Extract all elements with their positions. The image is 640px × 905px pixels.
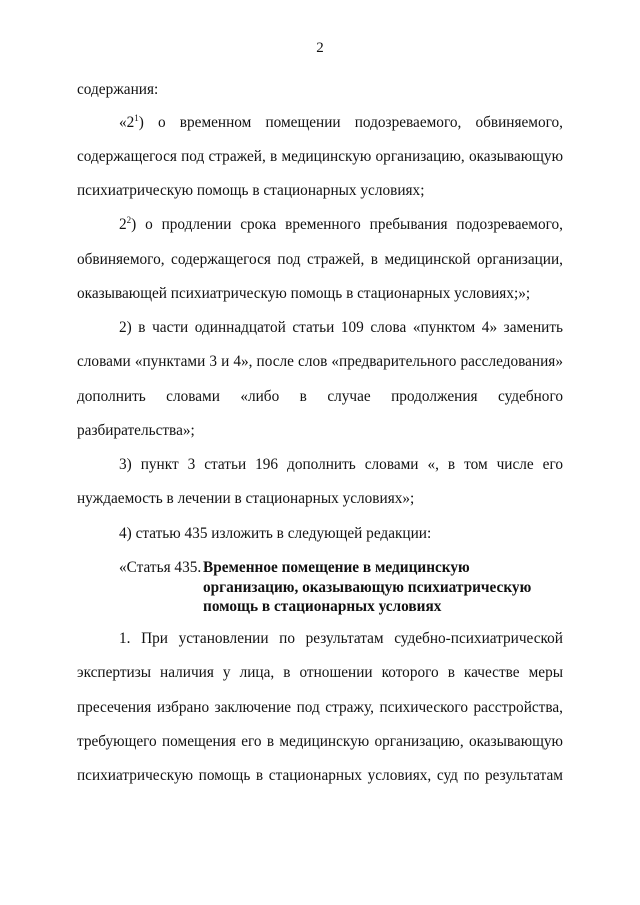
text-line: нуждаемость в лечении в стационарных условиях»; <box>77 490 415 507</box>
page-number: 2 <box>316 40 324 56</box>
text-line: обвиняемого, содержащегося под стражей, в медицинской организации, <box>77 251 563 268</box>
paragraph-line: пресечения избрано заключение под стражу, психического расстройства, <box>77 699 563 716</box>
article-title-line: Временное помещение в медицинскую <box>203 559 470 576</box>
list-item-2-2 <box>119 215 563 235</box>
paragraph-line: психиатрическую помощь в стационарных условиях, суд по результатам <box>77 767 563 784</box>
text-line: содержания: <box>77 81 159 98</box>
list-item-3: 3) пункт 3 статьи 196 дополнить словами «, в том числе его <box>119 456 563 473</box>
article-number: «Статья 435. <box>119 559 202 576</box>
text-fragment: ) о временном помещении подозреваемого, обвиняемого, <box>138 114 563 131</box>
text-line: оказывающей психиатрическую помощь в стационарных условиях;»; <box>77 285 531 302</box>
list-item-2-1 <box>119 113 563 133</box>
text-line: содержащегося под стражей, в медицинскую организацию, оказывающую <box>77 148 563 165</box>
paragraph-line: экспертизы наличия у лица, в отношении которого в качестве меры <box>77 664 563 681</box>
text-line: дополнить словами «либо в случае продолжения судебного <box>77 388 563 405</box>
paragraph-line: требующего помещения его в медицинскую организацию, оказывающую <box>77 733 563 750</box>
paragraph-line: 1. При установлении по результатам судебно-психиатрической <box>119 630 563 647</box>
superscript: 1 <box>134 113 139 123</box>
list-item-2: 2) в части одиннадцатой статьи 109 слова «пунктом 4» заменить <box>119 319 563 336</box>
superscript: 2 <box>126 215 132 225</box>
text-line: психиатрическую помощь в стационарных условиях; <box>77 182 425 199</box>
text-fragment: ) о продлении срока временного пребывания подозреваемого, <box>131 216 563 233</box>
text-fragment: «2 <box>119 114 135 131</box>
text-line: разбирательства»; <box>77 422 195 439</box>
text-line: словами «пунктами 3 и 4», после слов «предварительного расследования» <box>77 353 563 370</box>
article-title-line: организацию, оказывающую психиатрическую <box>203 579 532 596</box>
article-title-line: помощь в стационарных условиях <box>203 598 442 615</box>
text-fragment: 2 <box>119 216 127 233</box>
list-item-4: 4) статью 435 изложить в следующей редакции: <box>119 525 432 542</box>
